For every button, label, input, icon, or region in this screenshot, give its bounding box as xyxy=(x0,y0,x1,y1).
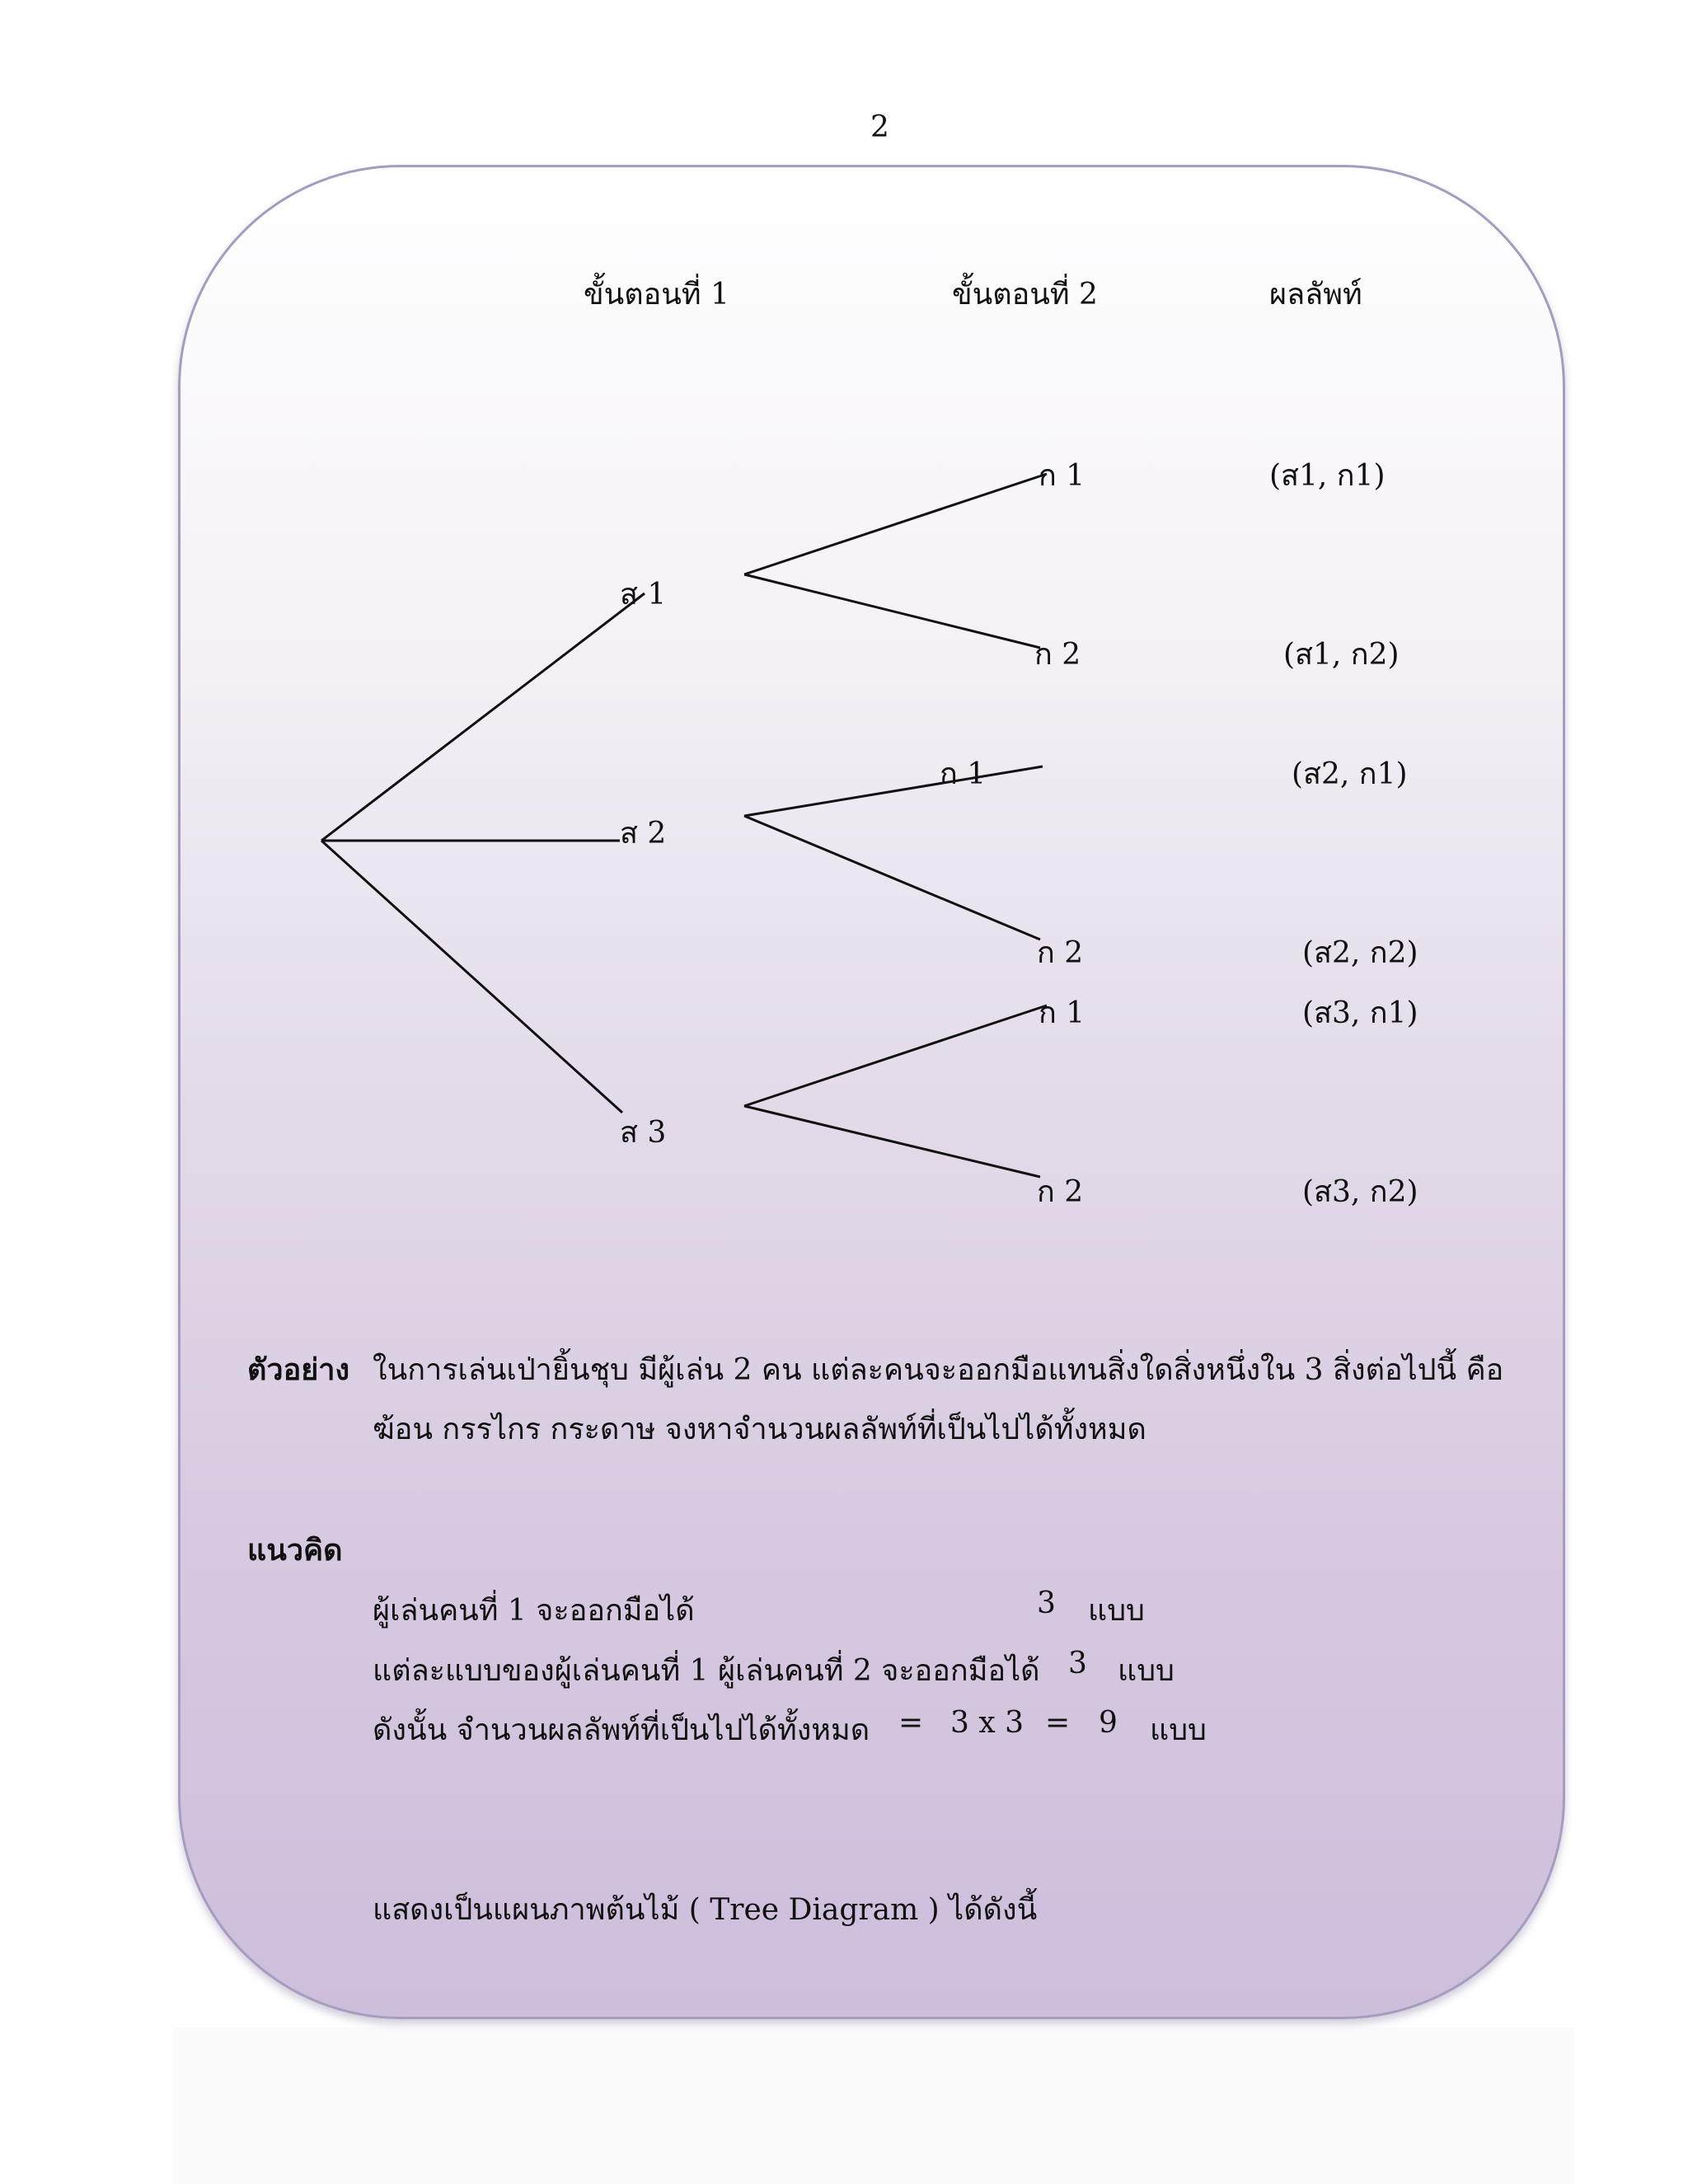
approach-label: แนวคิด xyxy=(247,1533,343,1568)
approach-row3-number: 9 xyxy=(1099,1706,1118,1740)
example-label: ตัวอย่าง xyxy=(247,1352,350,1387)
result-s2-k1: (ส2, ก1) xyxy=(1292,757,1408,791)
page-lower-area xyxy=(173,2027,1574,2184)
approach-row1-text: ผู้เล่นคนที่ 1 จะออกมือได้ xyxy=(373,1594,695,1628)
approach-row2-number: 3 xyxy=(1068,1647,1087,1680)
approach-row3-text: ดังนั้น จำนวนผลลัพท์ที่เป็นไปได้ทั้งหมด xyxy=(373,1713,870,1747)
node-s3-k2: ก 2 xyxy=(1037,1175,1084,1209)
node-s2-k1: ก 1 xyxy=(940,757,987,791)
tree-diagram-caption: แสดงเป็นแผนภาพต้นไม้ ( Tree Diagram ) ได้ดังนี้ xyxy=(373,1893,1038,1927)
result-s1-k2: (ส1, ก2) xyxy=(1283,638,1400,672)
result-s1-k1: (ส1, ก1) xyxy=(1269,459,1386,493)
node-s3: ส 3 xyxy=(620,1116,667,1150)
node-s1-k1: ก 1 xyxy=(1039,459,1085,493)
approach-row1-number: 3 xyxy=(1037,1586,1056,1620)
example-line2: ฆ้อน กรรไกร กระดาษ จงหาจำนวนผลลัพท์ที่เป็นไปได้ทั้งหมด xyxy=(373,1413,1146,1446)
node-s1-k2: ก 2 xyxy=(1034,638,1081,672)
node-s3-k1: ก 1 xyxy=(1039,996,1085,1030)
approach-row2-unit: แบบ xyxy=(1118,1654,1175,1688)
approach-row3-unit: แบบ xyxy=(1150,1713,1207,1747)
approach-row1-unit: แบบ xyxy=(1088,1594,1145,1628)
node-s1: ส 1 xyxy=(620,578,667,612)
page-number: 2 xyxy=(870,110,889,144)
node-s2: ส 2 xyxy=(620,817,667,851)
approach-row3-equals-1: = xyxy=(898,1706,924,1740)
approach-row2-text: แต่ละแบบของผู้เล่นคนที่ 1 ผู้เล่นคนที่ 2 จะออกมือได้ xyxy=(373,1654,1040,1688)
header-step1: ขั้นตอนที่ 1 xyxy=(584,278,729,312)
result-s2-k2: (ส2, ก2) xyxy=(1302,936,1418,970)
result-s3-k2: (ส3, ก2) xyxy=(1302,1175,1418,1209)
header-step2: ขั้นตอนที่ 2 xyxy=(952,278,1098,312)
approach-row3-equals-2: = xyxy=(1045,1706,1071,1740)
approach-row3-expression: 3 x 3 xyxy=(950,1706,1024,1740)
example-line1: ในการเล่นเป่ายิ้นชุบ มีผู้เล่น 2 คน แต่ละคนจะออกมือแทนสิ่งใดสิ่งหนึ่งใน 3 สิ่งต่อไปนี้ คือ xyxy=(373,1353,1504,1387)
header-result: ผลลัพท์ xyxy=(1269,278,1362,312)
node-s2-k2: ก 2 xyxy=(1037,936,1084,970)
result-s3-k1: (ส3, ก1) xyxy=(1302,996,1418,1030)
